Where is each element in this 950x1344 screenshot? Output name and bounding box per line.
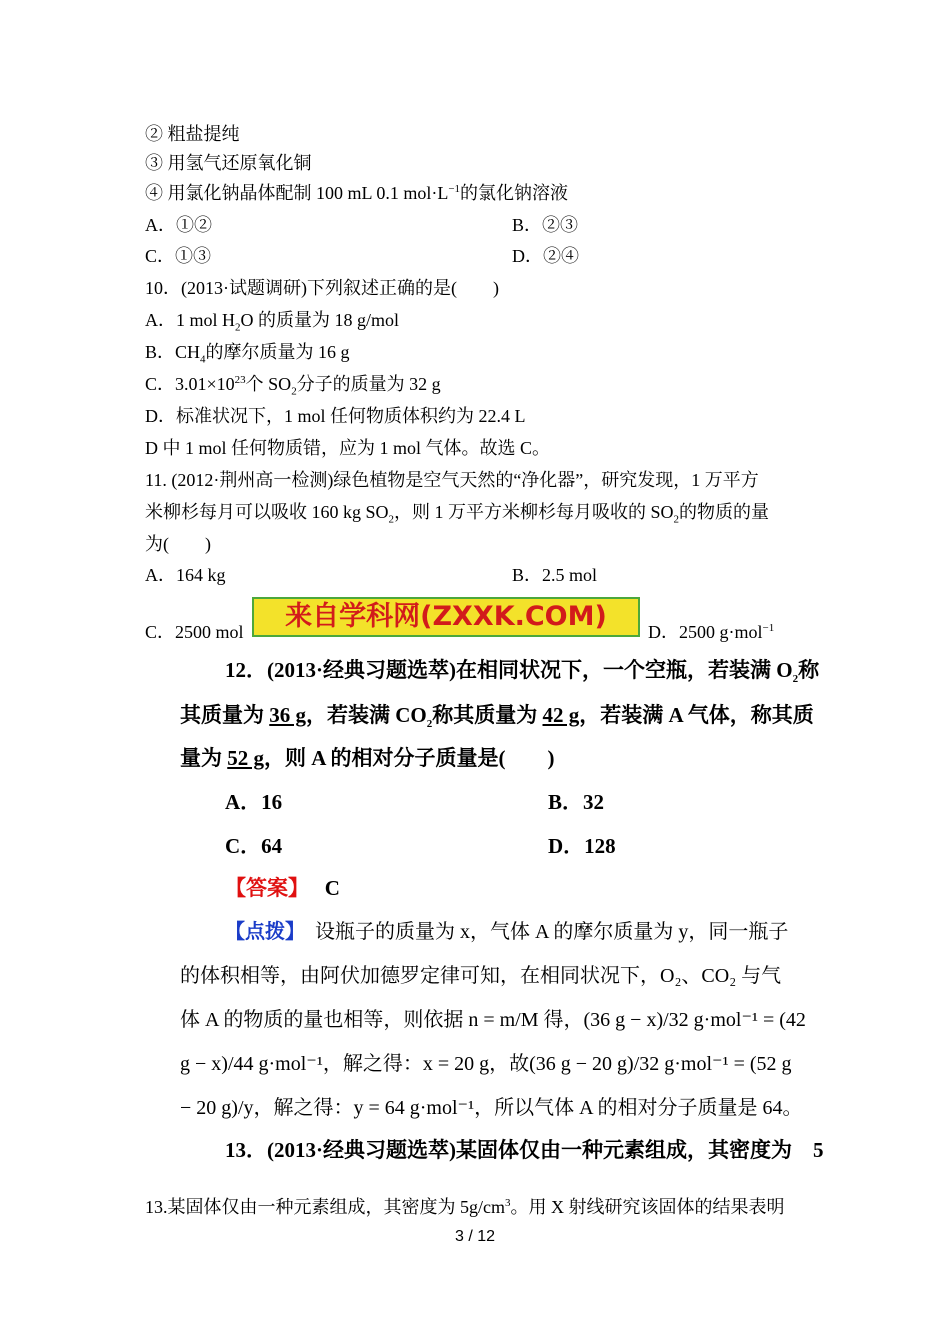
text-run: 的摩尔质量为 16 g [205, 342, 350, 362]
question-10-stem: 10．(2013·试题调研)下列叙述正确的是( ) [145, 278, 499, 298]
text-run: C．3.01×10 [145, 374, 235, 394]
explanation-line: 的体积相等，由阿伏加德罗定律可知，在相同状况下，O₂、CO₂ 与气 [180, 965, 782, 987]
superscript: −1 [762, 622, 775, 634]
text-run: O 的质量为 18 g/mol [240, 310, 400, 330]
text-line [145, 181, 568, 205]
answer-note: D 中 1 mol 任何物质错，应为 1 mol 气体。故选 C。 [145, 438, 551, 458]
question-11-stem: 11. (2012·荆州高一检测)绿色植物是空气天然的“净化器”，研究发现，1 万平方 [145, 470, 759, 490]
option-c [145, 372, 441, 396]
text-run: 12．(2013·经典习题选萃)在相同状况下，一个空瓶，若装满 O [225, 658, 793, 682]
text-run: 其质量为 [180, 703, 270, 727]
underlined-value: 52 g [227, 746, 264, 770]
subscript: 2 [792, 673, 799, 686]
text-run: 的物质的量 [679, 502, 770, 522]
option-a: A．164 kg [145, 565, 226, 585]
watermark-banner[interactable]: 来自学科网(ZXXK.COM) [252, 597, 640, 637]
answer-line [225, 874, 340, 902]
question-11-stem: 为( ) [145, 534, 211, 554]
option-b: B．32 [548, 790, 605, 814]
option-a [145, 308, 399, 332]
option-b: B．2.5 mol [512, 565, 598, 585]
explanation-line: 体 A 的物质的量也相等，则依据 n = m/M 得，(36 g − x)/32 g·mol⁻¹ = (42 [180, 1009, 806, 1031]
answer-value: C [324, 876, 340, 900]
text-run: D．2500 g·mol [648, 622, 763, 642]
text-run: B．CH [145, 342, 201, 362]
subscript: 2 [291, 385, 297, 398]
option-a: A．①② [145, 215, 212, 235]
text-run: 的氯化钠溶液 [460, 183, 569, 203]
option-b: B．②③ [512, 215, 579, 235]
text-run: 称其质量为 [432, 703, 543, 727]
question-13-scanned: 13．(2013·经典习题选萃)某固体仅由一种元素组成，其密度为 5 [225, 1138, 824, 1162]
superscript: 23 [234, 374, 246, 386]
superscript: −1 [448, 183, 461, 195]
subscript: 2 [388, 513, 395, 526]
page-number: 3 / 12 [454, 1228, 496, 1245]
text-run: A．1 mol H [145, 310, 235, 330]
subscript: 2 [235, 321, 241, 334]
question-12-stem [225, 656, 819, 684]
answer-tag: 【答案】 [225, 876, 309, 900]
option-c: C．①③ [145, 246, 212, 266]
text-run: 量为 [180, 746, 228, 770]
text-run: 称 [798, 658, 820, 682]
option-d: D．标准状况下，1 mol 任何物质体积约为 22.4 L [145, 406, 526, 426]
text-run: ，若装满 A 气体，称其质 [579, 703, 814, 727]
option-d: D．②④ [512, 246, 579, 266]
text-line: ③ 用氢气还原氧化铜 [145, 153, 312, 173]
text-run: 米柳杉每月可以吸收 160 kg SO [145, 502, 389, 522]
text-run: 分子的质量为 32 g [296, 374, 441, 394]
text-run: ④ 用氯化钠晶体配制 100 mL 0.1 mol·L [145, 183, 449, 203]
question-12-stem [180, 744, 555, 772]
question-12-stem [180, 701, 814, 729]
explanation-line: − 20 g)/y，解之得：y = 64 g·mol⁻¹，所以气体 A 的相对分子质量是 64。 [180, 1097, 803, 1119]
text-run: 个 SO [245, 374, 292, 394]
option-c: C．2500 mol [145, 622, 244, 642]
question-13-stem [145, 1195, 785, 1219]
tip-tag: 【点拨】 [225, 921, 305, 943]
explanation-line: g − x)/44 g·mol⁻¹，解之得：x = 20 g，故(36 g − 20 g)/32 g·mol⁻¹ = (52 g [180, 1053, 792, 1075]
text-run: 。用 X 射线研究该固体的结果表明 [510, 1197, 785, 1217]
subscript: 2 [426, 718, 433, 731]
subscript: 4 [200, 353, 206, 366]
option-c: C．64 [225, 834, 283, 858]
text-run: 13.某固体仅由一种元素组成，其密度为 5g/cm [145, 1197, 505, 1217]
text-run: ，则 1 万平方米柳杉每月吸收的 SO [394, 502, 674, 522]
superscript: 3 [505, 1197, 511, 1209]
subscript: 2 [673, 513, 680, 526]
text-run: ，若装满 CO [306, 703, 427, 727]
explanation-line [225, 918, 788, 946]
text-run: 设瓶子的质量为 x，气体 A 的摩尔质量为 y，同一瓶子 [315, 921, 789, 943]
option-d: D．128 [548, 834, 616, 858]
option-a: A．16 [225, 790, 283, 814]
option-b [145, 340, 350, 364]
option-d [648, 620, 774, 644]
scanned-question-image [175, 648, 875, 1168]
question-11-stem [145, 500, 769, 524]
text-run: ，则 A 的相对分子质量是( ) [264, 746, 555, 770]
underlined-value: 36 g [269, 703, 306, 727]
underlined-value: 42 g [542, 703, 580, 727]
text-line: ② 粗盐提纯 [145, 124, 240, 144]
